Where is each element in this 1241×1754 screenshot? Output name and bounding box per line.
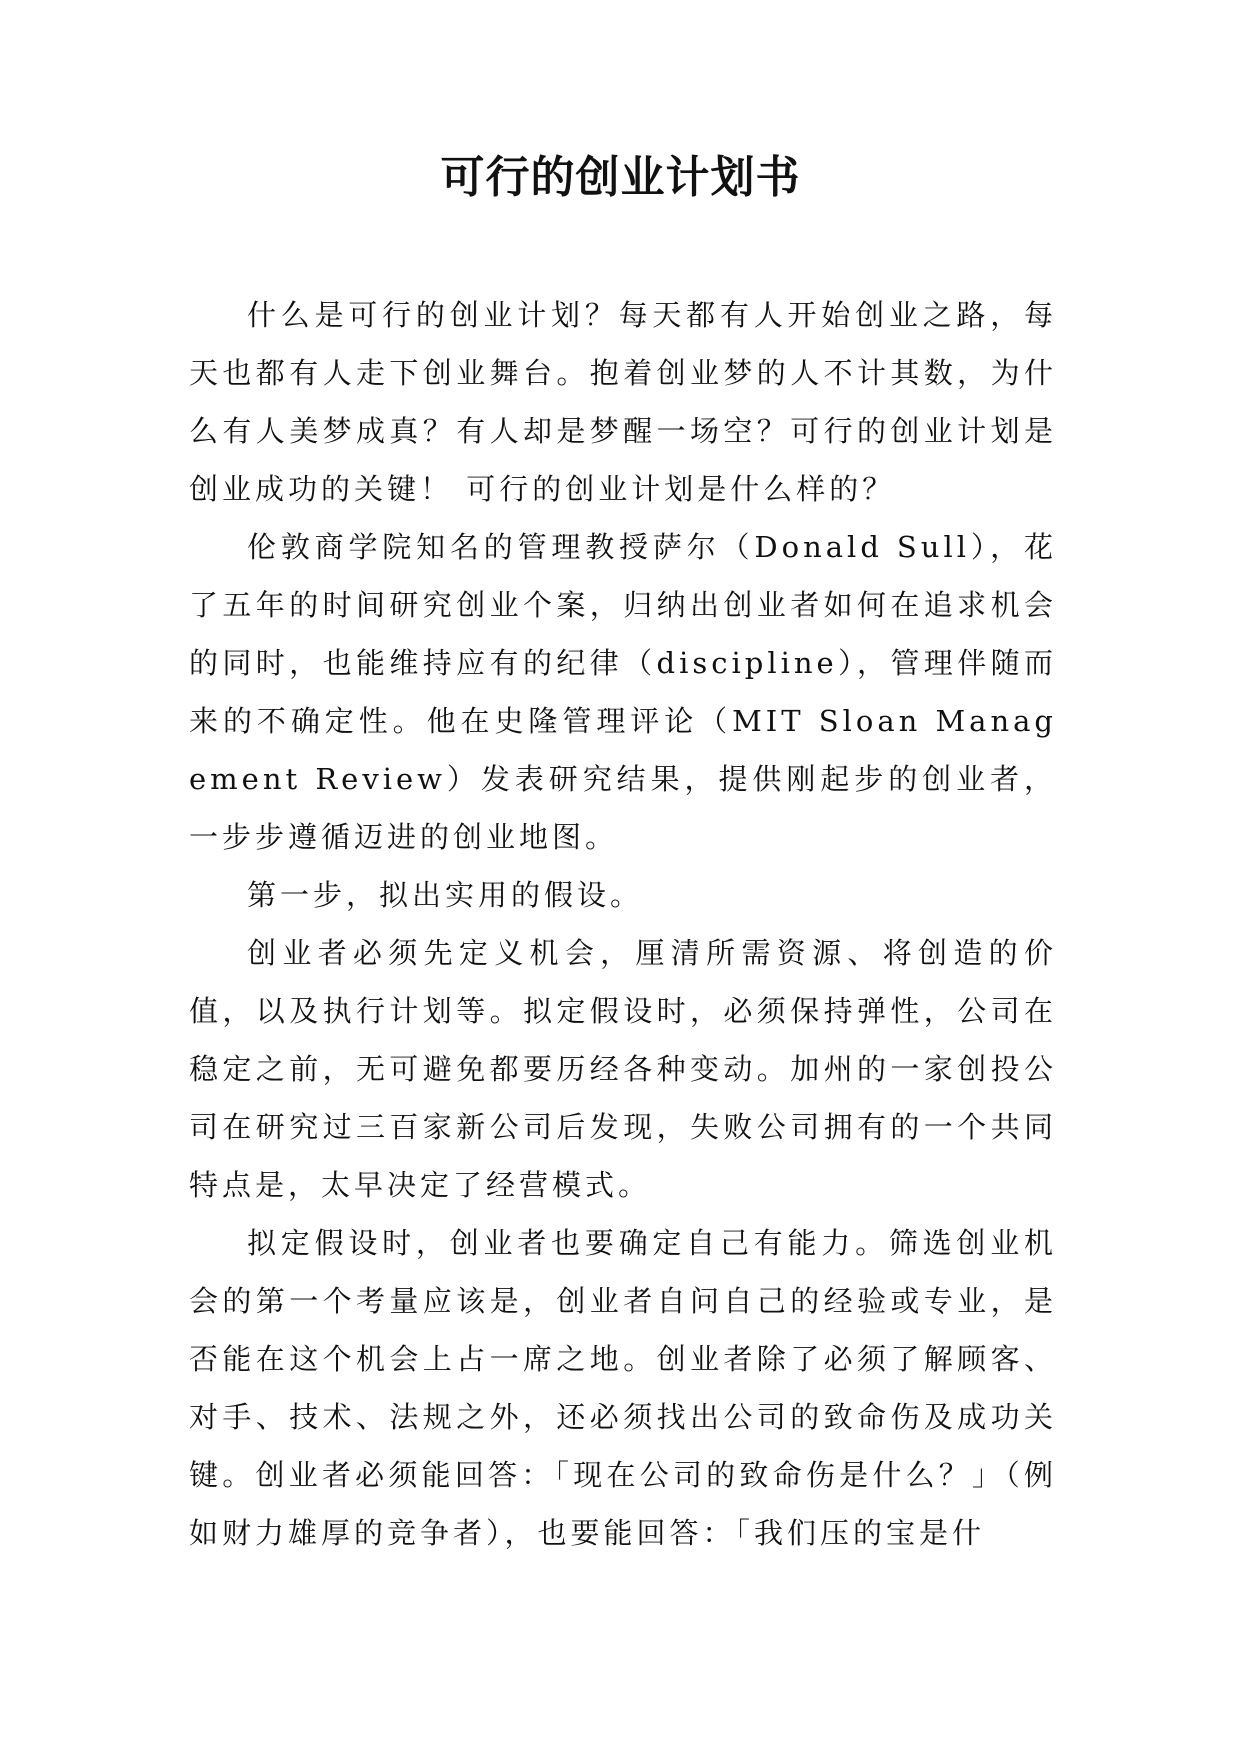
paragraph-define-opportunity: 创业者必须先定义机会，厘清所需资源、将创造的价值，以及执行计划等。拟定假设时，必须保持弹性，公司在稳定之前，无可避免都要历经各种变动。加州的一家创投公司在研究过三百家新公司后发现，失败公司拥有的一个共同特点是，太早决定了经营模式。 (189, 936, 1057, 1202)
paragraph-capability: 拟定假设时，创业者也要确定自己有能力。筛选创业机会的第一个考量应该是，创业者自问自己的经验或专业，是否能在这个机会上占一席之地。创业者除了必须了解顾客、对手、技术、法规之外，还必须找出公司的致命伤及成功关键。创业者必须能回答：「现在公司的致命伤是什么？」（例如财力雄厚的竞争者），也要能回答：「我们压的宝是什 (189, 1226, 1057, 1550)
paragraph-step-one: 第一步，拟出实用的假设。 (247, 878, 644, 912)
paragraph-donald-sull: 伦敦商学院知名的管理教授萨尔（Donald Sull），花了五年的时间研究创业个案，归纳出创业者如何在追求机会的同时，也能维持应有的纪律（discipline），管理伴随而来的不确定性。他在史隆管理评论（MIT Sloan Management Review）发表研究结果，提供刚起步的创业者，一步步遵循迈进的创业地图。 (189, 530, 1057, 854)
document-body (189, 286, 1057, 1562)
document-title: 可行的创业计划书 (440, 152, 801, 203)
paragraph-intro: 什么是可行的创业计划？每天都有人开始创业之路，每天也都有人走下创业舞台。抱着创业梦的人不计其数，为什么有人美梦成真？有人却是梦醒一场空？可行的创业计划是创业成功的关键！ 可行的创业计划是什么样的？ (189, 298, 1057, 506)
